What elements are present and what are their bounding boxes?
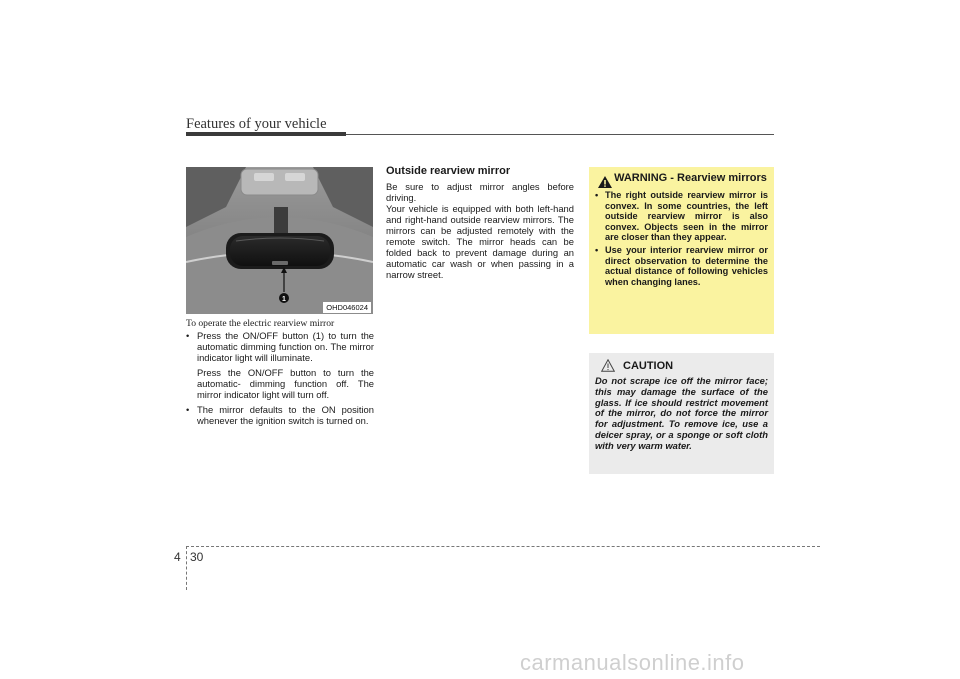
warning-heading <box>595 172 768 184</box>
page-header-title: Features of your vehicle <box>186 116 327 132</box>
section-title: Outside rearview mirror <box>386 165 511 177</box>
footer-vertical-rule <box>186 546 187 590</box>
photo-code: OHD046024 <box>323 302 371 313</box>
warning-heading-text: WARNING - Rearview mirrors <box>614 172 767 184</box>
caution-triangle-icon <box>601 359 615 372</box>
warning-item: • The right outside rearview mirror is convex. In some countries, the left outside rearview mirror is also convex. Objects seen in the mirror are closer than they appear. <box>595 190 768 243</box>
bullet-dimming-on: • Press the ON/OFF button (1) to turn the automatic dimming function on. The mirror indicator light will illuminate. <box>186 330 374 363</box>
bullet-default-on: • The mirror defaults to the ON position whenever the ignition switch is turned on. <box>186 404 374 426</box>
callout-number: 1 <box>282 296 286 303</box>
warning-triangle-icon <box>598 176 612 188</box>
footer-rule <box>186 546 820 547</box>
chapter-number: 4 <box>174 550 181 564</box>
page-number: 30 <box>190 550 204 564</box>
left-column <box>186 318 374 426</box>
caution-body: Do not scrape ice off the mirror face; this may damage the surface of the glass. If ice should restrict movement of the mirror, do not force the mirror for adjustment. To remove ice, use a deicer spray, or a sponge or soft cloth with very warm water. <box>595 375 768 451</box>
header-rule-thin <box>346 134 774 135</box>
warning-item: • Use your interior rearview mirror or direct observation to determine the actual distance of following vehicles when changing lanes. <box>595 245 768 287</box>
paragraph-adjust: Be sure to adjust mirror angles before driving. <box>386 181 574 203</box>
caution-heading-text: CAUTION <box>623 360 674 372</box>
bullet-dimming-off: Press the ON/OFF button to turn the automatic- dimming function off. The mirror indicator light will turn off. <box>197 367 374 400</box>
caution-box <box>589 353 774 474</box>
watermark: carmanualsonline.info <box>520 650 745 675</box>
mirror-illustration <box>186 167 373 314</box>
header-rule-thick <box>186 132 346 136</box>
operation-subheading: To operate the electric rearview mirror <box>186 318 335 329</box>
rearview-mirror-photo <box>186 167 373 314</box>
paragraph-outside-mirrors: Your vehicle is equipped with both left-hand and right-hand outside rearview mirrors. The mirrors can be adjusted remotely with the remote switch. The mirror heads can be folded back to prevent damage during an automatic car wash or when passing in a narrow street. <box>386 203 574 280</box>
caution-heading <box>595 360 768 373</box>
warning-box <box>589 167 774 334</box>
warning-list <box>595 190 768 287</box>
middle-column <box>386 165 574 280</box>
